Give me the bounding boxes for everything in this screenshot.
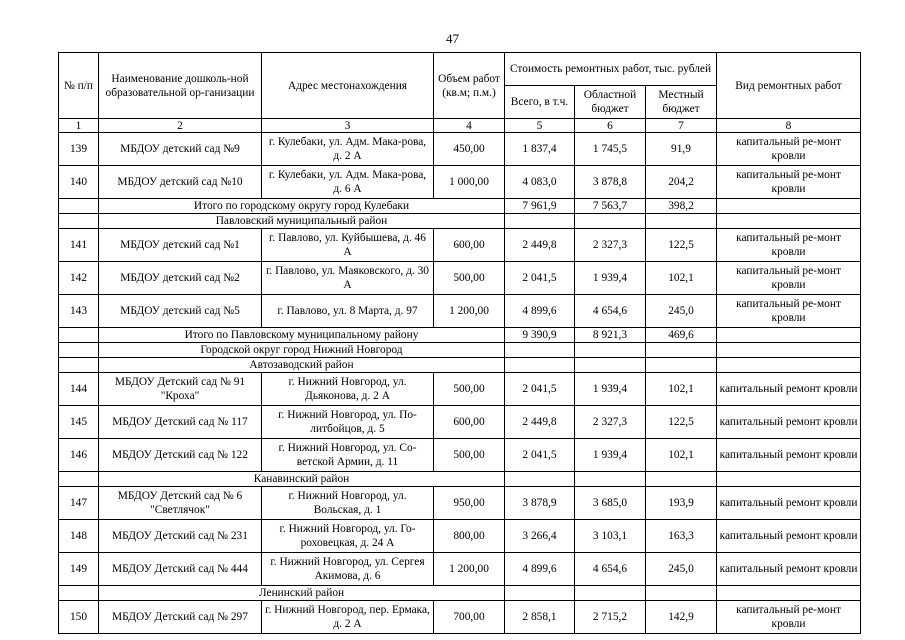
empty-cell: [575, 343, 646, 358]
table-row: [59, 439, 861, 472]
section-label: Канавинский район: [99, 472, 505, 487]
organization-name: МБДОУ детский сад №9: [99, 133, 262, 166]
repair-type: капитальный ре-монт кровли: [717, 133, 861, 166]
organization-name: МБДОУ Детский сад № 6 "Светлячок": [99, 487, 262, 520]
empty-cell: [505, 214, 575, 229]
work-volume: 800,00: [434, 520, 505, 553]
subtotal-regional: 7 563,7: [575, 199, 646, 214]
section-row: [59, 343, 861, 358]
cost-local: 102,1: [646, 439, 717, 472]
work-volume: 950,00: [434, 487, 505, 520]
header-address: Адрес местонахождения: [262, 53, 434, 119]
row-number: 144: [59, 373, 99, 406]
repair-type: капитальный ре-монт кровли: [717, 262, 861, 295]
subtotal-row: [59, 328, 861, 343]
cost-total: 3 878,9: [505, 487, 575, 520]
empty-cell: [717, 472, 861, 487]
work-volume: 1 200,00: [434, 295, 505, 328]
empty-cell: [505, 358, 575, 373]
empty-cell: [59, 328, 99, 343]
empty-cell: [505, 586, 575, 601]
section-row: [59, 472, 861, 487]
cost-local: 122,5: [646, 406, 717, 439]
cost-total: 2 041,5: [505, 439, 575, 472]
row-number: 150: [59, 601, 99, 634]
work-volume: 500,00: [434, 439, 505, 472]
cost-total: 3 266,4: [505, 520, 575, 553]
header-local: Местный бюджет: [646, 86, 717, 119]
subtotal-local: 398,2: [646, 199, 717, 214]
header-num: № п/п: [59, 53, 99, 119]
organization-address: г. Нижний Новгород, ул. Го-роховецкая, д. 24 А: [262, 520, 434, 553]
organization-name: МБДОУ Детский сад № 122: [99, 439, 262, 472]
cost-regional: 2 715,2: [575, 601, 646, 634]
repair-type: капитальный ремонт кровли: [717, 406, 861, 439]
cost-regional: 4 654,6: [575, 295, 646, 328]
header-cost-group: Стоимость ремонтных работ, тыс. рублей: [505, 53, 717, 86]
organization-address: г. Кулебаки, ул. Адм. Мака-рова, д. 6 А: [262, 166, 434, 199]
empty-cell: [505, 343, 575, 358]
organization-name: МБДОУ Детский сад № 91 "Кроха": [99, 373, 262, 406]
table-header: [59, 53, 861, 133]
cost-regional: 1 939,4: [575, 373, 646, 406]
empty-cell: [646, 214, 717, 229]
cost-local: 102,1: [646, 262, 717, 295]
section-label: Городской округ город Нижний Новгород: [99, 343, 505, 358]
header-total: Всего, в т.ч.: [505, 86, 575, 119]
cost-local: 122,5: [646, 229, 717, 262]
cost-local: 102,1: [646, 373, 717, 406]
organization-name: МБДОУ Детский сад № 444: [99, 553, 262, 586]
subtotal-regional: 8 921,3: [575, 328, 646, 343]
empty-cell: [717, 199, 861, 214]
column-number: 4: [434, 119, 505, 133]
repair-type: капитальный ремонт кровли: [717, 553, 861, 586]
cost-total: 2 449,8: [505, 229, 575, 262]
cost-local: 245,0: [646, 295, 717, 328]
empty-cell: [59, 343, 99, 358]
section-row: [59, 586, 861, 601]
empty-cell: [59, 472, 99, 487]
organization-address: г. Кулебаки, ул. Адм. Мака-рова, д. 2 А: [262, 133, 434, 166]
cost-local: 245,0: [646, 553, 717, 586]
organization-name: МБДОУ Детский сад № 231: [99, 520, 262, 553]
row-number: 139: [59, 133, 99, 166]
repair-type: капитальный ремонт кровли: [717, 487, 861, 520]
cost-local: 193,9: [646, 487, 717, 520]
work-volume: 450,00: [434, 133, 505, 166]
column-number: 8: [717, 119, 861, 133]
work-volume: 500,00: [434, 262, 505, 295]
repair-type: капитальный ремонт кровли: [717, 520, 861, 553]
cost-regional: 2 327,3: [575, 406, 646, 439]
table-row: [59, 295, 861, 328]
subtotal-total: 7 961,9: [505, 199, 575, 214]
section-row: [59, 214, 861, 229]
column-number: 7: [646, 119, 717, 133]
table-body: [59, 133, 861, 634]
repair-type: капитальный ре-монт кровли: [717, 601, 861, 634]
row-number: 145: [59, 406, 99, 439]
empty-cell: [717, 214, 861, 229]
table-row: [59, 133, 861, 166]
cost-regional: 3 103,1: [575, 520, 646, 553]
organization-address: г. Павлово, ул. 8 Марта, д. 97: [262, 295, 434, 328]
empty-cell: [717, 586, 861, 601]
cost-total: 4 899,6: [505, 295, 575, 328]
work-volume: 1 200,00: [434, 553, 505, 586]
row-number: 148: [59, 520, 99, 553]
column-number: 5: [505, 119, 575, 133]
table-row: [59, 520, 861, 553]
cost-regional: 3 685,0: [575, 487, 646, 520]
section-label: Павловский муниципальный район: [99, 214, 505, 229]
empty-cell: [717, 358, 861, 373]
organization-address: г. Павлово, ул. Куйбышева, д. 46 А: [262, 229, 434, 262]
organization-name: МБДОУ детский сад №10: [99, 166, 262, 199]
cost-local: 204,2: [646, 166, 717, 199]
column-number: 2: [99, 119, 262, 133]
cost-regional: 2 327,3: [575, 229, 646, 262]
organization-name: МБДОУ детский сад №1: [99, 229, 262, 262]
organization-address: г. Нижний Новгород, ул. Со-ветской Армии, д. 11: [262, 439, 434, 472]
row-number: 146: [59, 439, 99, 472]
section-row: [59, 358, 861, 373]
table-row: [59, 166, 861, 199]
row-number: 141: [59, 229, 99, 262]
empty-cell: [717, 343, 861, 358]
subtotal-label: Итого по Павловскому муниципальному району: [99, 328, 505, 343]
repair-cost-table: [58, 52, 861, 634]
row-number: 147: [59, 487, 99, 520]
header-regional: Областной бюджет: [575, 86, 646, 119]
cost-total: 1 837,4: [505, 133, 575, 166]
subtotal-label: Итого по городскому округу город Кулебаки: [99, 199, 505, 214]
empty-cell: [505, 472, 575, 487]
subtotal-total: 9 390,9: [505, 328, 575, 343]
organization-address: г. Нижний Новгород, ул. Вольская, д. 1: [262, 487, 434, 520]
table-row: [59, 553, 861, 586]
work-volume: 1 000,00: [434, 166, 505, 199]
organization-name: МБДОУ Детский сад № 117: [99, 406, 262, 439]
empty-cell: [575, 472, 646, 487]
organization-name: МБДОУ детский сад №2: [99, 262, 262, 295]
cost-regional: 1 939,4: [575, 262, 646, 295]
cost-regional: 1 939,4: [575, 439, 646, 472]
cost-local: 142,9: [646, 601, 717, 634]
cost-regional: 4 654,6: [575, 553, 646, 586]
column-number-row: [59, 119, 861, 133]
repair-type: капитальный ре-монт кровли: [717, 166, 861, 199]
organization-name: МБДОУ детский сад №5: [99, 295, 262, 328]
subtotal-row: [59, 199, 861, 214]
row-number: 142: [59, 262, 99, 295]
work-volume: 700,00: [434, 601, 505, 634]
cost-total: 2 858,1: [505, 601, 575, 634]
empty-cell: [59, 199, 99, 214]
organization-address: г. Нижний Новгород, ул. Сергея Акимова, д. 6: [262, 553, 434, 586]
table-row: [59, 373, 861, 406]
header-volume: Объем работ (кв.м; п.м.): [434, 53, 505, 119]
repair-type: капитальный ре-монт кровли: [717, 229, 861, 262]
empty-cell: [575, 358, 646, 373]
cost-total: 2 449,8: [505, 406, 575, 439]
table-row: [59, 406, 861, 439]
cost-total: 4 083,0: [505, 166, 575, 199]
empty-cell: [59, 358, 99, 373]
row-number: 149: [59, 553, 99, 586]
work-volume: 600,00: [434, 406, 505, 439]
cost-local: 91,9: [646, 133, 717, 166]
column-number: 6: [575, 119, 646, 133]
empty-cell: [717, 328, 861, 343]
organization-address: г. Нижний Новгород, ул. Дьяконова, д. 2 А: [262, 373, 434, 406]
work-volume: 500,00: [434, 373, 505, 406]
section-label: Автозаводский район: [99, 358, 505, 373]
organization-address: г. Нижний Новгород, ул. По-литбойцов, д. 5: [262, 406, 434, 439]
organization-address: г. Нижний Новгород, пер. Ермака, д. 2 А: [262, 601, 434, 634]
page-number: 47: [446, 31, 459, 46]
empty-cell: [59, 586, 99, 601]
empty-cell: [646, 358, 717, 373]
table-row: [59, 262, 861, 295]
empty-cell: [646, 343, 717, 358]
cost-total: 2 041,5: [505, 262, 575, 295]
empty-cell: [646, 586, 717, 601]
cost-total: 2 041,5: [505, 373, 575, 406]
cost-local: 163,3: [646, 520, 717, 553]
column-number: 1: [59, 119, 99, 133]
empty-cell: [575, 586, 646, 601]
cost-total: 4 899,6: [505, 553, 575, 586]
repair-type: капитальный ремонт кровли: [717, 373, 861, 406]
cost-regional: 1 745,5: [575, 133, 646, 166]
repair-type: капитальный ре-монт кровли: [717, 295, 861, 328]
table-row: [59, 487, 861, 520]
table-row: [59, 229, 861, 262]
section-label: Ленинский район: [99, 586, 505, 601]
repair-type: капитальный ремонт кровли: [717, 439, 861, 472]
table-row: [59, 601, 861, 634]
organization-address: г. Павлово, ул. Маяковского, д. 30 А: [262, 262, 434, 295]
row-number: 143: [59, 295, 99, 328]
empty-cell: [59, 214, 99, 229]
header-type: Вид ремонтных работ: [717, 53, 861, 119]
empty-cell: [646, 472, 717, 487]
header-name: Наименование дошколь-ной образовательной ор-ганизации: [99, 53, 262, 119]
organization-name: МБДОУ Детский сад № 297: [99, 601, 262, 634]
subtotal-local: 469,6: [646, 328, 717, 343]
column-number: 3: [262, 119, 434, 133]
work-volume: 600,00: [434, 229, 505, 262]
cost-regional: 3 878,8: [575, 166, 646, 199]
empty-cell: [575, 214, 646, 229]
row-number: 140: [59, 166, 99, 199]
